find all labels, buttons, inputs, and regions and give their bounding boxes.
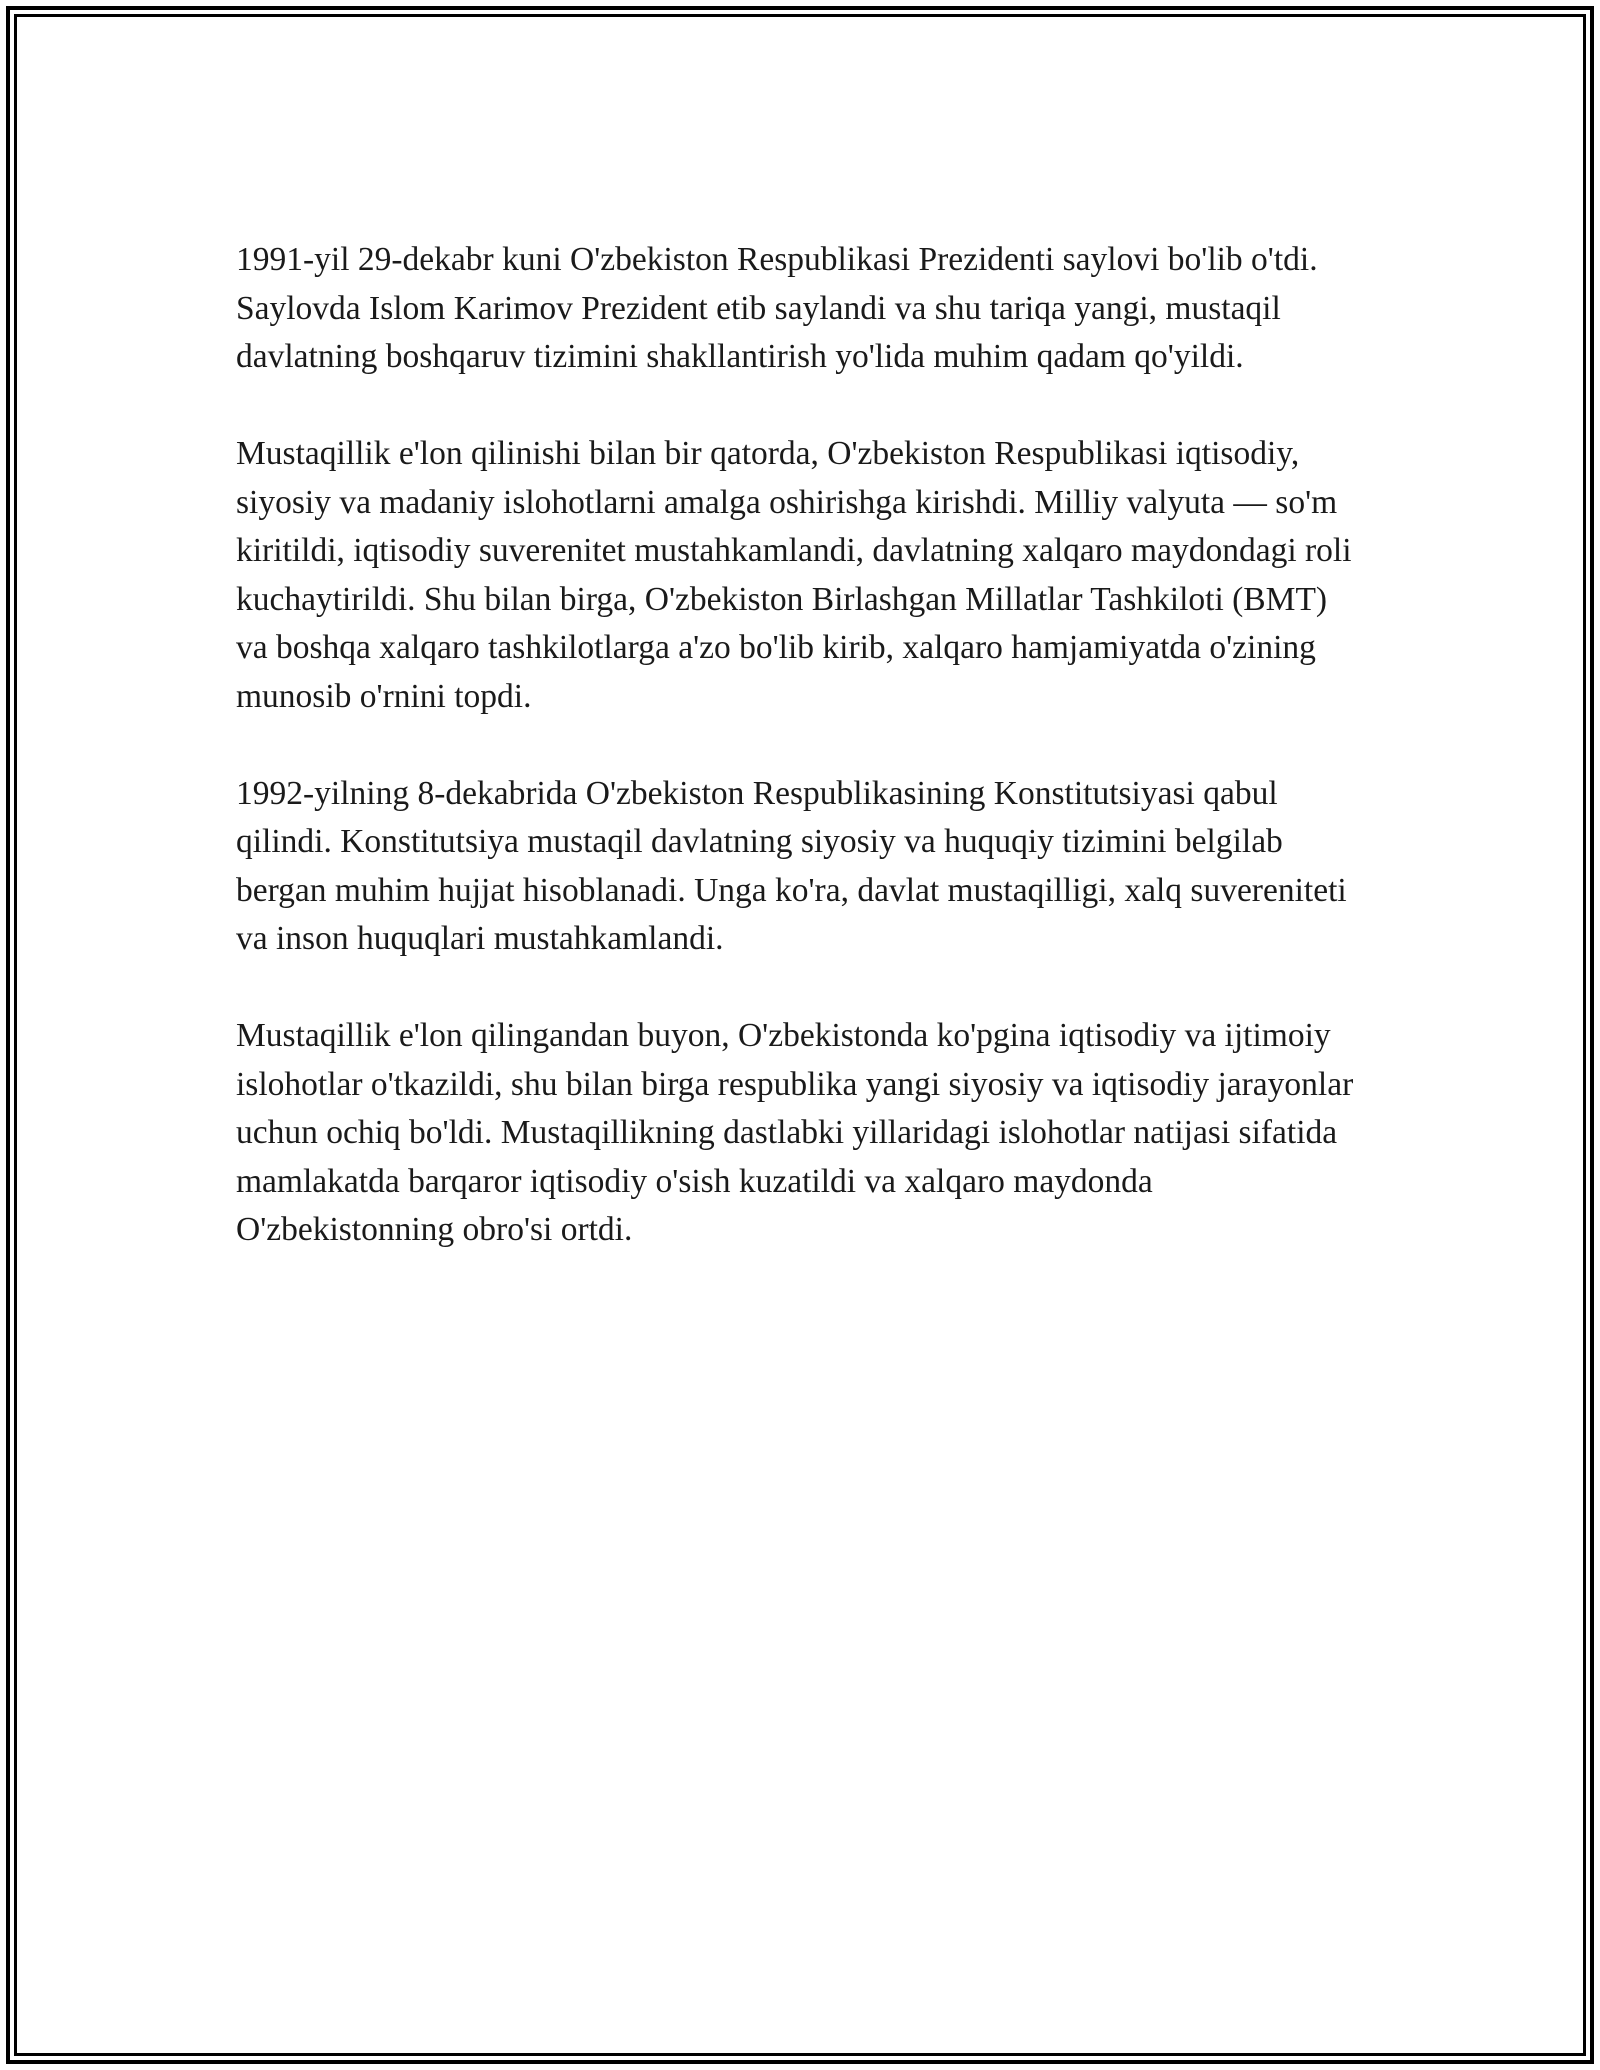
paragraph-1: 1991-yil 29-dekabr kuni O'zbekiston Respublikasi Prezidenti saylovi bo'lib o'tdi. Saylovda Islom Karimov Prezident etib saylandi va shu tariqa yangi, mustaqil davlatning boshqaruv tizimini shakllantirish yo'lida muhim qadam qo'yildi. — [236, 241, 1318, 375]
paragraph-2: Mustaqillik e'lon qilinishi bilan bir qatorda, O'zbekiston Respublikasi iqtisodiy, siyosiy va madaniy islohotlarni amalga oshirishga kirishdi. Milliy valyuta — so'm kiritildi, iqtisodiy suverenitet mustahkamlandi, davlatning xalqaro maydondagi roli kuchaytirildi. Shu bilan birga, O'zbekiston Birlashgan Millatlar Tashkiloti (BMT) va boshqa xalqaro tashkilotlarga a'zo bo'lib kirib, xalqaro hamjamiyatda o'zining munosib o'rnini topdi. — [236, 435, 1352, 715]
paragraph-4: Mustaqillik e'lon qilingandan buyon, O'zbekistonda ko'pgina iqtisodiy va ijtimoiy islohotlar o'tkazildi, shu bilan birga respublika yangi siyosiy va iqtisodiy jarayonlar uchun ochiq bo'ldi. Mustaqillikning dastlabki yillaridagi islohotlar natijasi sifatida mamlakatda barqaror iqtisodiy o'sish kuzatildi va xalqaro maydonda O'zbekistonning obro'si ortdi. — [236, 1017, 1354, 1248]
paragraph-3: 1992-yilning 8-dekabrida O'zbekiston Respublikasining Konstitutsiyasi qabul qilindi. Konstitutsiya mustaqil davlatning siyosiy va huquqiy tizimini belgilab bergan muhim hujjat hisoblanadi. Unga ko'ra, davlat mustaqilligi, xalq suvereniteti va inson huquqlari mustahkamlandi. — [236, 774, 1347, 957]
document-body — [236, 236, 1366, 1303]
